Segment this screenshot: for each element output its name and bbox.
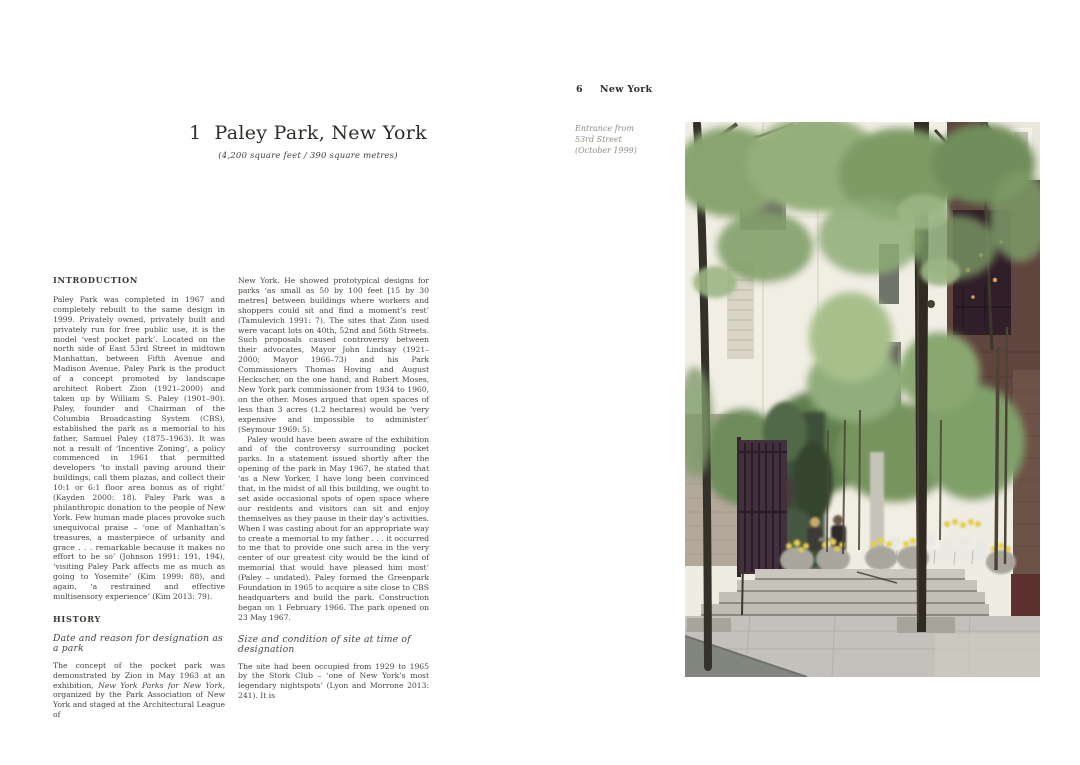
park-entrance-photo (685, 122, 1040, 677)
history-subheading: Date and reason for designation as a park (53, 632, 223, 654)
intro-paragraph-col2: New York. He showed prototypical designs for parks ‘as small as 50 by 100 feet [15 by 30 metres] between buildings where workers and shoppers could sit and find a moment’s rest’ (Tamulevich 1991: 7). The sites that Zion used were vacant lots on 40th, 52nd and 56th Streets. Such proposals caused controversy between their advocates, Mayor John Lindsay (1921–2000; Mayor 1966–73) and his Park Commissioners Thomas Hoving and August Heckscher, on the one hand, and Robert Moses, New York park commissioner from 1934 to 1960, on the other. Moses argued that open spaces of less than 3 acres (1.2 hectares) would be ‘very expensive and impossible to administer’ (Seymour 1969: 5). (238, 276, 429, 434)
chapter-title (168, 122, 448, 144)
text-columns (53, 276, 429, 720)
text-column-1 (53, 276, 225, 720)
history-paragraph-post: , organized by the Park Association of New York and staged at the Architectural League of (53, 680, 226, 720)
size-subheading: Size and condition of site at time of designation (238, 633, 411, 655)
running-header (576, 84, 652, 95)
exhibition-title: New York Parks for New York (98, 680, 223, 690)
section-label: New York (599, 84, 653, 95)
chapter-number: 1 (189, 122, 202, 144)
history-paragraph (53, 661, 225, 720)
history-paragraph-pre: The concept of the pocket park was demonstrated by Zion in May 1963 at an exhibition, (53, 660, 225, 690)
page-title (168, 122, 448, 161)
caption-line-3: (October 1999) (575, 146, 637, 155)
intro-heading: INTRODUCTION (53, 275, 139, 285)
intro-paragraph-col1: Paley Park was completed in 1967 and completely rebuilt to the same design in 1999. Privately owned, privately built and privately run for free public use, it is the model ‘vest pocket park’. Located on the north side of East 53rd Street in midtown Manhattan, between Fifth Avenue and Madison Avenue, Paley Park is the product of a concept promoted by landscape architect Robert Zion (1921–2000) and taken up by William S. Paley (1901–90). Paley, founder and Chairman of the Columbia Broadcasting System (CBS), established the park as a memorial to his father, Samuel Paley (1875–1963). It was not a result of ‘Incentive Zoning’, a policy commenced in 1961 that permitted developers ‘to install paving around their buildings, call them plazas, and collect their 10:1 or 6:1 floor area bonus as of right’ (Kayden 2000: 18). Paley Park was a philanthropic donation to the people of New York. Few human made places provoke such unequivocal praise – ‘one of Manhattan’s treasures, a masterpiece of urbanity and grace . . . remarkable because it makes no effort to be so’ (Johnson 1991: 191, 194), ‘visiting Paley Park affects me as much as going to Yosemite’ (Kim 1999: 88), and again, ‘a restrained and effective multisensory experience’ (Kim 2013: 79). (53, 294, 225, 602)
size-paragraph: The site had been occupied from 1929 to 1965 by the Stork Club – ‘one of New York’s most legendary nightspots’ (Lyon and Morrone 2013: 241). It is (238, 661, 429, 701)
chapter-subtitle: (4,200 square feet / 390 square metres) (218, 151, 398, 161)
caption-line-1: Entrance from (575, 124, 634, 133)
photo-caption (575, 123, 655, 156)
text-column-2 (238, 276, 429, 720)
caption-line-2: 53rd Street (575, 135, 622, 144)
history-heading: HISTORY (53, 614, 101, 624)
chapter-name: Paley Park, New York (214, 122, 427, 144)
page-number: 6 (576, 84, 583, 95)
paley-statement-paragraph: Paley would have been aware of the exhibition and of the controversy surrounding pocket parks. In a statement issued shortly after the opening of the park in May 1967, he stated that ‘as a New Yorker, I have long been convinced that, in the midst of all this building, we ought to set aside occasional spots of open space where our residents and visitors can sit and enjoy themselves as they pause in their day’s activities. When I was casting about for an appropriate way to create a memorial to my father . . . it occurred to me that to provide one such area in the very center of our greatest city would be the kind of memorial that would have pleased him most’ (Paley – undated). Paley formed the Greenpark Foundation in 1965 to acquire a site close to CBS headquarters and build the park. Construction began on 1 February 1966. The park opened on 23 May 1967. (238, 434, 429, 622)
